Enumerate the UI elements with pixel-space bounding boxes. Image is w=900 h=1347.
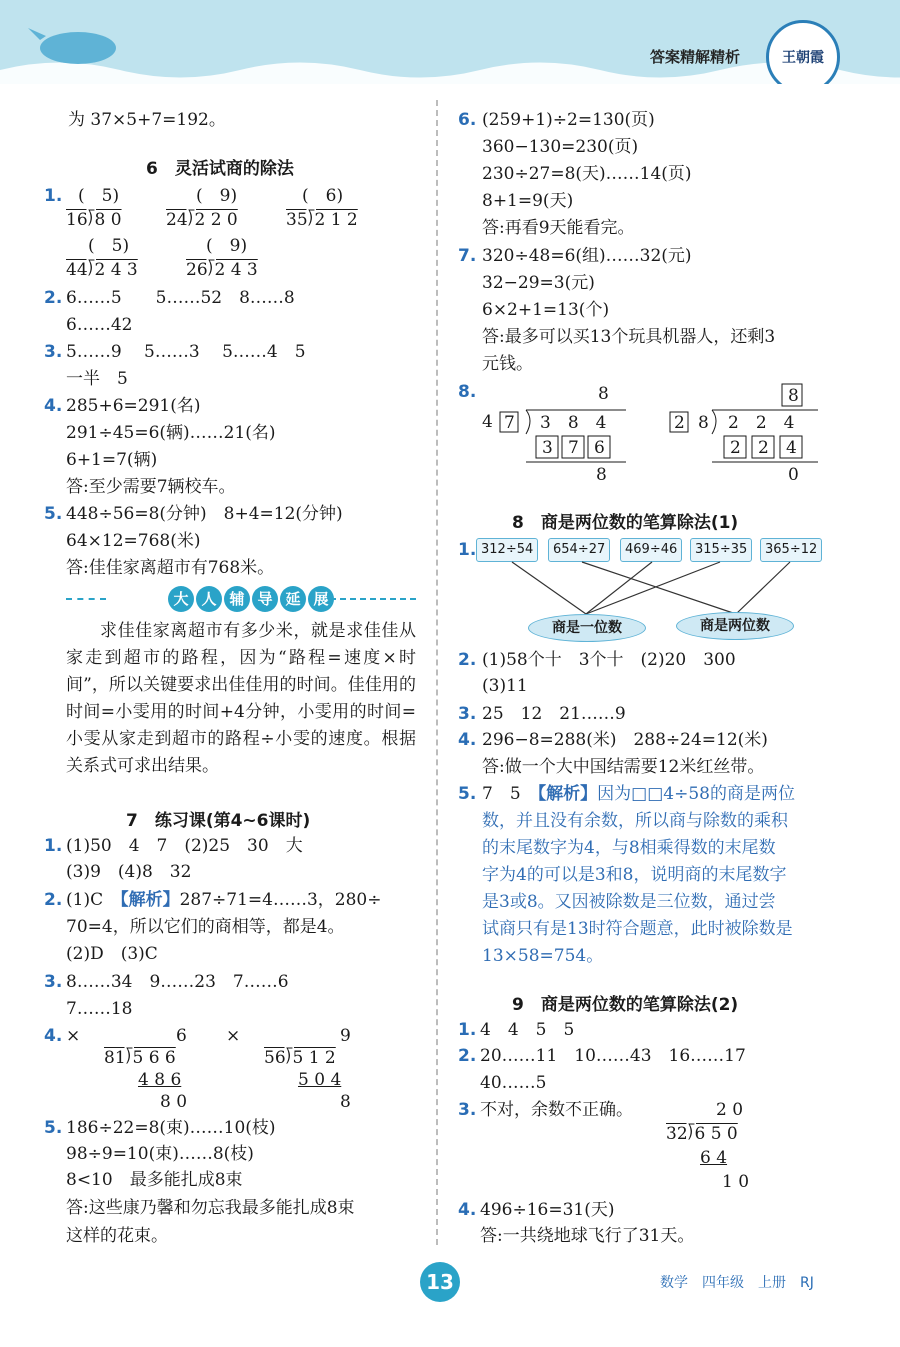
svg-text:8: 8 <box>596 465 607 485</box>
section-title-6: 6 灵活试商的除法 <box>146 159 294 179</box>
answer-line: 答:佳佳家离超市有768米。 <box>66 558 275 578</box>
page-header <box>0 0 900 84</box>
question-number: 2. <box>44 288 63 308</box>
banner-char: 导 <box>252 586 278 612</box>
line: 为 37×5+7=192。 <box>68 110 226 130</box>
answer-line: 一半 5 <box>66 369 128 389</box>
answer-line: (2)D (3)C <box>66 944 158 964</box>
answer-line: 70=4，所以它们的商相等，都是4。 <box>66 917 345 937</box>
banner-char: 大 <box>168 586 194 612</box>
answer-line: 不对，余数不正确。 <box>480 1100 633 1120</box>
answer-line: 4 4 5 5 <box>480 1020 575 1040</box>
wave-decoration <box>0 0 900 84</box>
question-number: 1. <box>458 1020 477 1040</box>
remainder: 8 <box>340 1092 351 1112</box>
header-title: 答案精解精析 <box>650 48 741 66</box>
answer-line: 这样的花束。 <box>66 1226 168 1246</box>
question-number: 2. <box>458 1046 477 1066</box>
svg-text:7: 7 <box>504 413 515 433</box>
banner-line <box>66 598 106 600</box>
product: 4 8 6 <box>138 1070 182 1090</box>
question-number: 5. <box>44 1118 63 1138</box>
quotient: 9 <box>340 1026 351 1046</box>
answer-line: 360−130=230(页) <box>482 137 639 157</box>
dividend: 32⟌6 5 0 <box>666 1124 738 1144</box>
answer-line: (1)50 4 7 (2)25 30 大 <box>66 836 303 856</box>
answer-line: 448÷56=8(分钟) 8+4=12(分钟) <box>66 504 343 524</box>
svg-text:7: 7 <box>568 438 579 458</box>
question-number: 1. <box>458 540 477 560</box>
answer-line: 答:一共绕地球飞行了31天。 <box>480 1226 695 1246</box>
product: 5 0 4 <box>298 1070 342 1090</box>
answer-line: 291÷45=6(辆)……21(名) <box>66 423 276 443</box>
category-one-digit: 商是一位数 <box>528 614 646 642</box>
remainder: 1 0 <box>722 1172 750 1192</box>
banner-char: 展 <box>308 586 334 612</box>
question-number: 3. <box>44 342 63 362</box>
answer-line: 8……34 9……23 7……6 <box>66 972 289 992</box>
quotient: ( 5) <box>78 186 120 206</box>
expression-tag: 654÷27 <box>548 538 610 562</box>
answer-line: 7……18 <box>66 999 133 1019</box>
answer-line: 320÷48=6(组)……32(元) <box>482 246 692 266</box>
banner-char: 延 <box>280 586 306 612</box>
answer-line: 6×2+1=13(个) <box>482 300 610 320</box>
matching-lines <box>476 560 836 616</box>
column-divider <box>436 100 438 1245</box>
answer-line: 25 12 21……9 <box>482 704 626 724</box>
answer-line: 40……5 <box>480 1073 547 1093</box>
banner-line <box>330 598 416 600</box>
answer-line: 20……11 10……43 16……17 <box>480 1046 746 1066</box>
answer-line: 6……5 5……52 8……8 <box>66 288 295 308</box>
answer-line: (3)9 (4)8 32 <box>66 862 192 882</box>
answer-line: 答:这些康乃馨和勿忘我最多能扎成8束 <box>66 1198 355 1218</box>
question-number: 8. <box>458 382 477 402</box>
dividend: 44⟌2 4 3 <box>66 260 138 280</box>
section-title-8: 8 商是两位数的笔算除法(1) <box>512 513 739 533</box>
dividend: 56⟌5 1 2 <box>264 1048 336 1068</box>
question-number: 3. <box>458 1100 477 1120</box>
remainder: 8 0 <box>160 1092 188 1112</box>
answer-line: 496÷16=31(天) <box>480 1200 615 1220</box>
expression-tag: 469÷46 <box>620 538 682 562</box>
footer-info: 数学 四年级 上册 RJ <box>660 1275 814 1291</box>
svg-text:4: 4 <box>786 438 797 458</box>
question-number: 1. <box>44 836 63 856</box>
brand-logo: 王朝霞 <box>766 20 840 84</box>
answer-line: 答:最多可以买13个玩具机器人，还剩3 <box>482 327 776 347</box>
answer-line: 元钱。 <box>482 354 533 374</box>
analysis-line: 的末尾数字为4，与8相乘得数的末尾数 <box>482 838 776 858</box>
answer-line: 6……42 <box>66 315 133 335</box>
analysis-line: 是3或8。又因被除数是三位数，通过尝 <box>482 892 776 912</box>
svg-text:2: 2 <box>674 413 685 433</box>
expression-tag: 365÷12 <box>760 538 822 562</box>
expression-tag: 312÷54 <box>476 538 538 562</box>
analysis-line: 字为4的可以是3和8，说明商的末尾数字 <box>482 865 787 885</box>
quotient: 2 0 <box>716 1100 744 1120</box>
answer-line: 7 5 【解析】因为□□4÷58的商是两位 <box>482 784 795 804</box>
category-two-digit: 商是两位数 <box>676 612 794 640</box>
quotient: ( 9) <box>206 236 248 256</box>
svg-text:3: 3 <box>542 438 553 458</box>
answer-line: (259+1)÷2=130(页) <box>482 110 655 130</box>
dividend: 24⟌2 2 0 <box>166 210 238 230</box>
answer-line: 8<10 最多能扎成8束 <box>66 1170 243 1190</box>
answer-line: 5……9 5……3 5……4 5 <box>66 342 306 362</box>
quotient: ( 5) <box>88 236 130 256</box>
analysis-line: 试商只有是13时符合题意，此时被除数是 <box>482 919 793 939</box>
page-number: 13 <box>420 1262 460 1302</box>
svg-text:6: 6 <box>594 438 605 458</box>
product: 6 4 <box>700 1148 728 1168</box>
question-number: 6. <box>458 110 477 130</box>
answer-line: (1)C 【解析】287÷71=4……3，280÷ <box>66 890 382 910</box>
question-number: 5. <box>44 504 63 524</box>
question-number: 7. <box>458 246 477 266</box>
question-number: 3. <box>44 972 63 992</box>
answer-line: 答:至少需要7辆校车。 <box>66 477 236 497</box>
tutor-paragraph: 求佳佳家离超市有多少米，就是求佳佳从家走到超市的路程，因为“路程=速度×时间”，所以关键要求出佳佳用的时间。佳佳用的时间=小雯用的时间+4分钟，小雯用的时间=小雯从家走到超市的路程÷小雯的速度。根据关系式可求出结果。 <box>66 621 416 776</box>
answer-line: 32−29=3(元) <box>482 273 595 293</box>
quotient: ( 6) <box>302 186 344 206</box>
answer-line: 答:做一个大中国结需要12米红丝带。 <box>482 757 765 777</box>
analysis-line: 数，并且没有余数，所以商与除数的乘积 <box>482 811 788 831</box>
section-title-9: 9 商是两位数的笔算除法(2) <box>512 995 739 1015</box>
question-number: 3. <box>458 704 477 724</box>
svg-text:8: 8 <box>788 386 799 406</box>
dividend: 26⟌2 4 3 <box>186 260 258 280</box>
quotient: 6 <box>176 1026 187 1046</box>
answer-line: 285+6=291(名) <box>66 396 201 416</box>
question-number: 1. <box>44 186 63 206</box>
answer-line: 230÷27=8(天)……14(页) <box>482 164 692 184</box>
svg-text:4: 4 <box>482 412 493 432</box>
quotient: ( 9) <box>196 186 238 206</box>
question-number: 4. <box>44 1026 63 1046</box>
question-number: 4. <box>458 1200 477 1220</box>
quotient: 8 <box>598 384 609 404</box>
whale-icon <box>40 32 116 64</box>
long-division-boxes <box>476 380 836 490</box>
banner-char: 人 <box>196 586 222 612</box>
answer-line: 64×12=768(米) <box>66 531 201 551</box>
banner-tutor-extension <box>168 586 334 612</box>
question-number: 4. <box>44 396 63 416</box>
expression-tag: 315÷35 <box>690 538 752 562</box>
svg-text:8: 8 <box>698 413 709 433</box>
dividend: 81⟌5 6 6 <box>104 1048 176 1068</box>
wrong-mark: × <box>226 1026 241 1046</box>
wrong-mark: × <box>66 1026 81 1046</box>
answer-line: (3)11 <box>482 676 528 696</box>
banner-char: 辅 <box>224 586 250 612</box>
answer-line: 296−8=288(米) 288÷24=12(米) <box>482 730 768 750</box>
answer-line: 6+1=7(辆) <box>66 450 158 470</box>
question-number: 5. <box>458 784 477 804</box>
svg-text:0: 0 <box>788 465 799 485</box>
svg-text:2: 2 <box>758 438 769 458</box>
answer-line: 答:再看9天能看完。 <box>482 218 635 238</box>
analysis-line: 13×58=754。 <box>482 946 604 966</box>
svg-text:3 8 4: 3 8 4 <box>540 413 607 433</box>
answer-line: 186÷22=8(束)……10(枝) <box>66 1118 276 1138</box>
section-title-7: 7 练习课(第4~6课时) <box>126 811 311 831</box>
question-number: 2. <box>44 890 63 910</box>
answer-line: (1)58个十 3个十 (2)20 300 <box>482 650 736 670</box>
svg-text:2: 2 <box>730 438 741 458</box>
answer-line: 8+1=9(天) <box>482 191 574 211</box>
answer-line: 98÷9=10(束)……8(枝) <box>66 1144 254 1164</box>
svg-text:2 2 4: 2 2 4 <box>728 413 795 433</box>
dividend: 35⟌2 1 2 <box>286 210 358 230</box>
question-number: 2. <box>458 650 477 670</box>
question-number: 4. <box>458 730 477 750</box>
dividend: 16⟌8 0 <box>66 210 122 230</box>
